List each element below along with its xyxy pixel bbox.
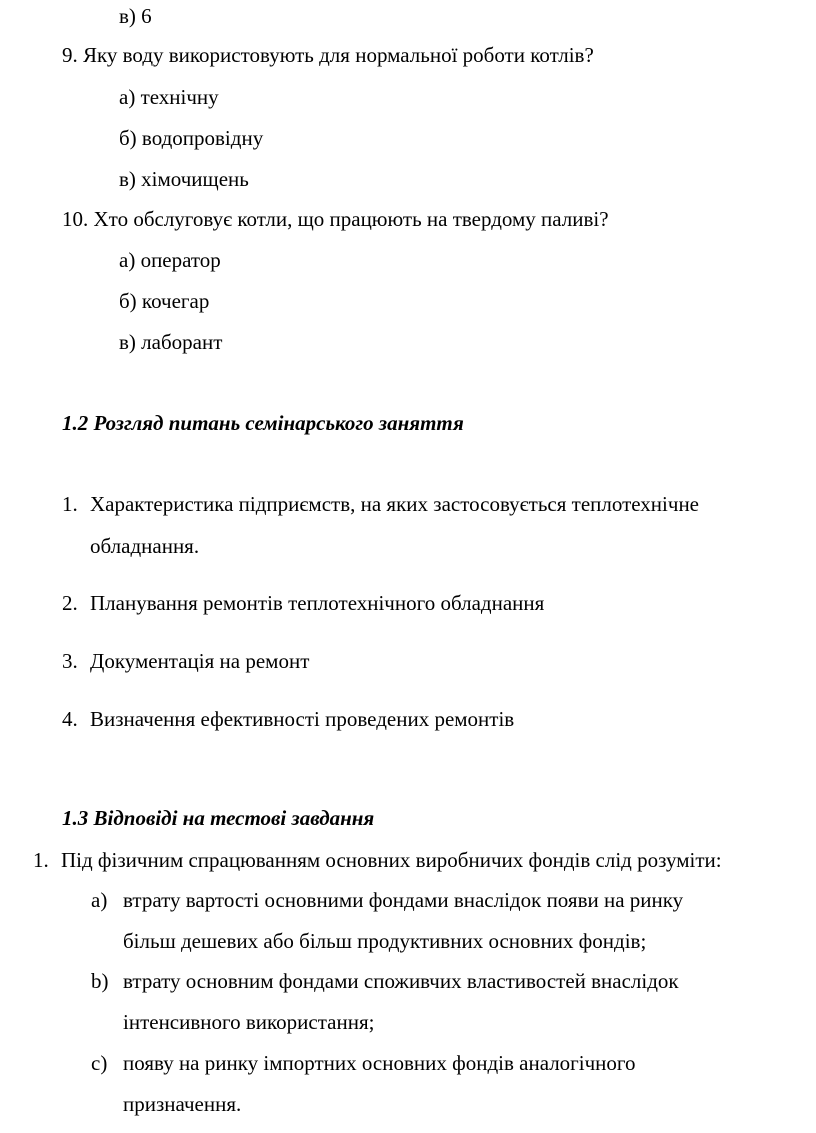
question-9-option-a: а) технічну — [119, 85, 219, 109]
question-10-option-b: б) кочегар — [119, 289, 210, 313]
seminar-item-3-text: Документація на ремонт — [90, 649, 310, 673]
answer-option-c — [91, 1051, 636, 1075]
question-10-option-a: а) оператор — [119, 248, 221, 272]
seminar-item-4 — [62, 707, 514, 731]
answer-option-b-continued: інтенсивного використання; — [123, 1010, 375, 1034]
question-9-option-c: в) хімочищень — [119, 167, 249, 191]
answer-option-b-text: втрату основним фондами споживчих властивостей внаслідок — [123, 969, 679, 993]
seminar-item-1-number: 1. — [62, 492, 78, 516]
seminar-item-3-number: 3. — [62, 649, 78, 673]
question-10: 10. Хто обслуговує котли, що працюють на твердому паливі? — [62, 207, 609, 231]
answer-question-1-text: Під фізичним спрацюванням основних виробничих фондів слід розуміти: — [61, 848, 722, 872]
answer-option-a-label: а) — [91, 888, 108, 912]
answer-question-1-number: 1. — [33, 848, 49, 872]
seminar-item-1 — [62, 492, 699, 516]
seminar-item-2 — [62, 591, 544, 615]
section-1-2-heading: 1.2 Розгляд питань семінарського заняття — [62, 411, 464, 435]
question-9-option-b: б) водопровідну — [119, 126, 264, 150]
answer-option-a-text: втрату вартості основними фондами внаслідок появи на ринку — [123, 888, 684, 912]
answer-option-c-text: появу на ринку імпортних основних фондів аналогічного — [123, 1051, 636, 1075]
prev-option: в) 6 — [119, 4, 152, 28]
answer-question-1 — [33, 848, 722, 872]
answer-option-a-continued: більш дешевих або більш продуктивних основних фондів; — [123, 929, 647, 953]
seminar-item-3 — [62, 649, 309, 673]
section-1-3-heading: 1.3 Відповіді на тестові завдання — [62, 806, 375, 830]
answer-option-a — [91, 888, 683, 912]
seminar-item-1-text: Характеристика підприємств, на яких застосовується теплотехнічне — [90, 492, 699, 516]
seminar-item-2-number: 2. — [62, 591, 78, 615]
answer-option-b-label: b) — [91, 969, 109, 993]
seminar-item-4-text: Визначення ефективності проведених ремонтів — [90, 707, 515, 731]
seminar-item-4-number: 4. — [62, 707, 78, 731]
seminar-item-2-text: Планування ремонтів теплотехнічного обладнання — [90, 591, 545, 615]
question-10-option-c: в) лаборант — [119, 330, 223, 354]
seminar-item-1-continued: обладнання. — [90, 534, 200, 558]
answer-option-c-label: c) — [91, 1051, 108, 1075]
answer-option-b — [91, 969, 679, 993]
question-9: 9. Яку воду використовують для нормальної роботи котлів? — [62, 43, 594, 67]
answer-option-c-continued: призначення. — [123, 1092, 242, 1116]
